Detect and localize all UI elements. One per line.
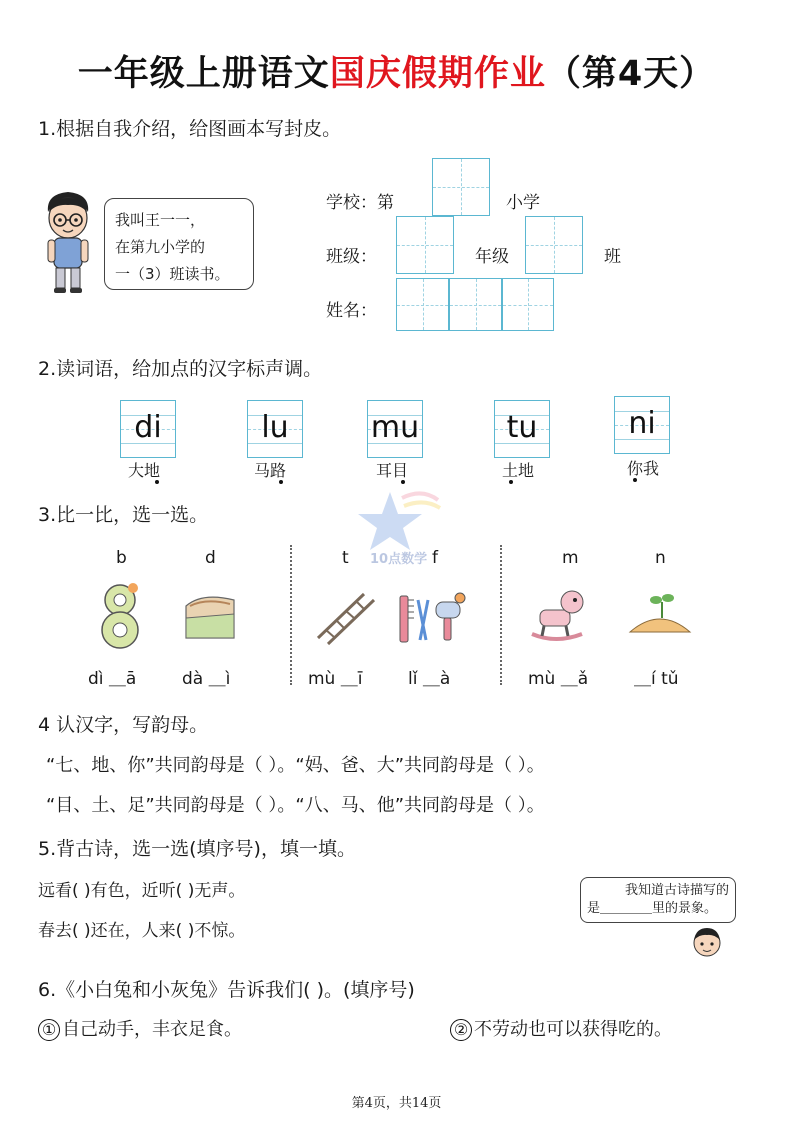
option-number: ② (450, 1019, 472, 1041)
word-niwo: 你我 (627, 459, 660, 478)
intro-bubble (104, 198, 254, 290)
boy-illustration (40, 190, 96, 296)
title-part2: 国庆假期作业 (329, 54, 546, 94)
word-dadi: 大地 (128, 461, 161, 480)
pinyin-grid-tu[interactable] (494, 400, 550, 458)
pinyin-text: mu (370, 410, 420, 445)
pinyin-grid-lu[interactable] (247, 400, 303, 458)
q1-heading: 1.根据自我介绍，给图画本写封皮。 (38, 118, 342, 140)
pinyin-grid-ni[interactable] (614, 396, 670, 454)
name-write-box-1[interactable] (396, 278, 449, 331)
school-label: 学校：第 (326, 193, 394, 213)
watermark-text: 10点数学 (370, 552, 428, 567)
page-title (0, 46, 793, 96)
class-label: 班级： (326, 247, 377, 267)
letter-d: d (205, 548, 216, 568)
grade-label: 年级 (475, 247, 509, 267)
emphasis-dot (401, 480, 405, 484)
pinyin-grid-di[interactable] (120, 400, 176, 458)
boy-head-icon (690, 926, 724, 958)
q6-option-2 (450, 1015, 672, 1041)
soil-sprout-icon (628, 588, 692, 636)
rocking-horse-icon (526, 586, 588, 644)
number-eight-toy-icon (98, 580, 142, 652)
school-write-box[interactable] (432, 158, 490, 216)
ban-label: 班 (604, 247, 621, 267)
answer-blank[interactable]: lǐ ＿à (408, 669, 451, 689)
answer-blank[interactable]: ＿í tǔ (634, 669, 679, 689)
option-text: 不劳动也可以获得吃的。 (474, 1019, 672, 1040)
letter-t: t (342, 548, 349, 568)
comb-scissors-hairdryer-icon (398, 590, 468, 648)
emphasis-dot (279, 480, 283, 484)
emphasis-dot (633, 478, 637, 482)
class-write-box[interactable] (525, 216, 583, 274)
group-divider (290, 545, 292, 685)
name-write-box-2[interactable] (449, 278, 502, 331)
pinyin-text: lu (261, 410, 289, 445)
ladder-icon (314, 590, 378, 646)
word-tudi: 土地 (502, 461, 535, 480)
grade-write-box[interactable] (396, 216, 454, 274)
q4-line-1[interactable]: “七、地、你”共同韵母是（ ）。“妈、爸、大”共同韵母是（ ）。 (46, 755, 545, 776)
pinyin-text: di (134, 410, 162, 445)
pinyin-text: ni (628, 406, 656, 441)
q2-heading: 2.读词语，给加点的汉字标声调。 (38, 358, 323, 380)
school-suffix: 小学 (506, 193, 540, 213)
answer-blank[interactable]: mù ＿ī (308, 669, 363, 689)
letter-n: n (655, 548, 666, 568)
q5-heading: 5.背古诗，选一选(填序号)，填一填。 (38, 838, 356, 860)
word-malu: 马路 (254, 461, 287, 480)
pinyin-grid-mu[interactable] (367, 400, 423, 458)
letter-b: b (116, 548, 127, 568)
letter-m: m (562, 548, 579, 568)
poem-line-2[interactable]: 春去( )还在，人来( )不惊。 (38, 921, 246, 941)
page-footer: 第4页，共14页 (351, 1096, 442, 1111)
poem-line-1[interactable]: 远看( )有色，近听( )无声。 (38, 881, 246, 901)
hint-line[interactable]: 是＿＿＿＿里的景象。 (587, 901, 718, 916)
option-text: 自己动手，丰衣足食。 (62, 1019, 242, 1040)
q6-option-1 (38, 1015, 242, 1041)
hint-line: 我知道古诗描写的 (624, 883, 729, 898)
q3-heading: 3.比一比，选一选。 (38, 504, 209, 526)
emphasis-dot (509, 480, 513, 484)
group-divider (500, 545, 502, 685)
bubble-line: 在第九小学的 (115, 238, 206, 256)
pinyin-text: tu (506, 410, 538, 445)
answer-blank[interactable]: dà ＿ì (182, 669, 231, 689)
title-part3: （第4天） (545, 54, 716, 94)
bubble-line: 一（3）班读书。 (115, 265, 230, 283)
letter-f: f (432, 548, 438, 568)
title-part1: 一年级上册语文 (77, 54, 330, 94)
q6-heading[interactable]: 6.《小白兔和小灰兔》告诉我们( )。(填序号) (38, 979, 415, 1001)
name-write-box-3[interactable] (502, 278, 554, 331)
bubble-line: 我叫王一一， (115, 211, 206, 229)
q4-line-2[interactable]: “目、土、足”共同韵母是（ ）。“八、马、他”共同韵母是（ ）。 (46, 795, 545, 816)
answer-blank[interactable]: mù ＿ǎ (528, 669, 589, 689)
emphasis-dot (155, 480, 159, 484)
word-ermu: 耳目 (376, 461, 409, 480)
name-label: 姓名： (326, 301, 377, 321)
q4-heading: 4 认汉字，写韵母。 (38, 714, 209, 736)
hint-bubble (580, 877, 736, 923)
answer-blank[interactable]: dì ＿ā (88, 669, 137, 689)
option-number: ① (38, 1019, 60, 1041)
land-icon (182, 592, 238, 642)
